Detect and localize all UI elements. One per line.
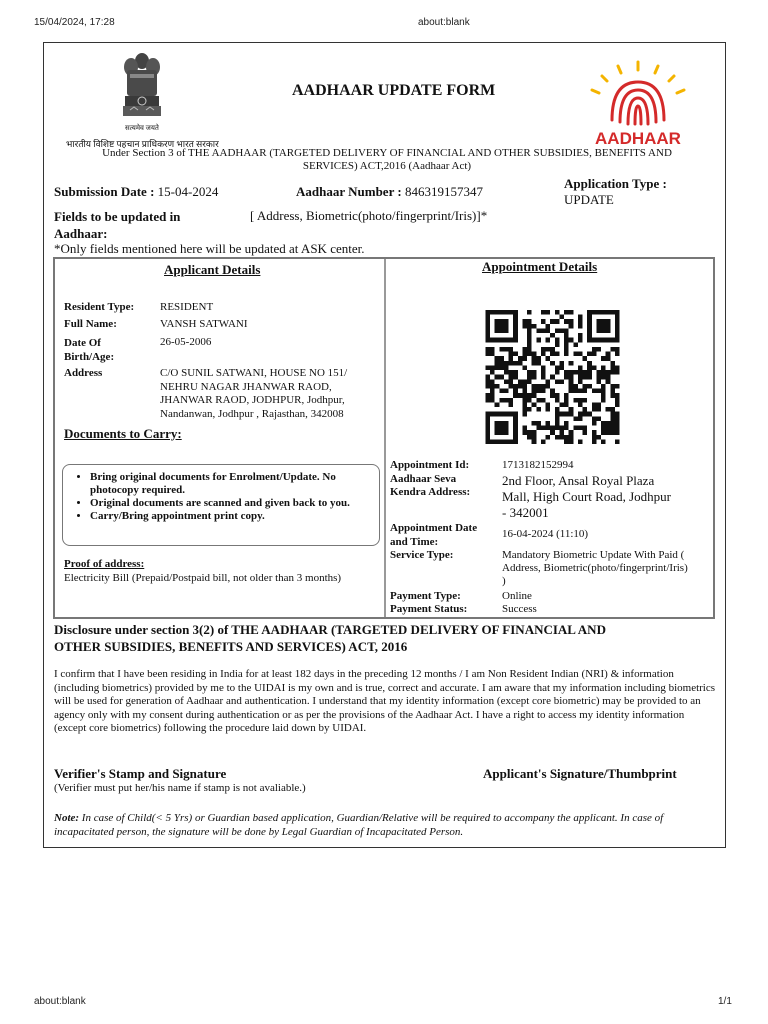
verifier-note: (Verifier must put her/his name if stamp is not avaliable.) <box>54 782 306 794</box>
full-name-label: Full Name: <box>64 318 117 330</box>
submission-date: Submission Date : 15-04-2024 <box>54 184 219 199</box>
details-divider <box>384 259 386 617</box>
full-name-value: VANSH SATWANI <box>160 318 248 330</box>
fields-label: Fields to be updated in Aadhaar: <box>54 209 181 241</box>
kendra-address-label: Aadhaar Seva Kendra Address: <box>390 473 471 498</box>
national-emblem-icon <box>118 50 166 132</box>
hindi-authority-text: भारतीय विशिष्ट पहचान प्राधिकरण भारत सरकार <box>66 139 219 149</box>
documents-heading: Documents to Carry: <box>64 426 182 441</box>
emblem-caption: सत्यमेव जयते <box>125 124 159 132</box>
print-page-count: 1/1 <box>718 996 732 1007</box>
applicant-heading: Applicant Details <box>164 262 261 277</box>
dob-label: Date Of Birth/Age: <box>64 337 115 363</box>
address-value: C/O SUNIL SATWANI, HOUSE NO 151/ NEHRU NAGAR JHANWAR RAOD, JHANWAR RAOD, JODHPUR, Jodhpur, Nandanwan, Jodhpur , Rajasthan, 342008 <box>160 367 348 420</box>
document-item: • Bring original documents for Enrolment/Update. No photocopy required. <box>90 471 375 497</box>
resident-type-value: RESIDENT <box>160 301 214 313</box>
proof-of-address-label: Proof of address: <box>64 558 145 570</box>
kendra-address-value: 2nd Floor, Ansal Royal Plaza Mall, High Court Road, Jodhpur - 342001 <box>502 473 671 520</box>
disclosure-body: I confirm that I have been residing in India for at least 182 days in the preceding 12 months / I am Non Resident Indian (NRI) & information (including biometrics) provided by me to the UIDAI is my own and is true, correct and accurate. I am aware that my information including biometrics will be used for generation of Aadhaar and authentication. I understand that my identity information (except core biometric) may be provided to an agency only with my consent during authentication or as per the provisions of the Aadhaar Act. I have a right to access my identity information (except core biometrics) following the procedure laid down by UIDAI. <box>54 668 716 734</box>
footnote: Note: In case of Child(< 5 Yrs) or Guardian based application, Guardian/Relative will be required to accompany the applicant. In case of incapacitated person, the signature will be done by Legal Guardian of Incapacitated Person. <box>54 812 664 838</box>
appointment-id-label: Appointment Id: <box>390 459 470 471</box>
appointment-datetime-value: 16-04-2024 (11:10) <box>502 528 589 540</box>
appointment-heading: Appointment Details <box>482 259 598 274</box>
resident-type-label: Resident Type: <box>64 301 135 313</box>
print-page-title: about:blank <box>418 17 470 28</box>
appointment-datetime-label: Appointment Date and Time: <box>390 522 478 548</box>
aadhaar-logo-icon <box>568 58 708 150</box>
document-item: • Original documents are scanned and given back to you. <box>90 497 375 510</box>
appointment-id-value: 1713182152994 <box>502 459 574 471</box>
application-type-label: Application Type : <box>564 176 667 191</box>
payment-status-label: Payment Status: <box>390 603 468 615</box>
verifier-heading: Verifier's Stamp and Signature <box>54 766 227 781</box>
proof-of-address-value: Electricity Bill (Prepaid/Postpaid bill, not older than 3 months) <box>64 572 342 584</box>
service-type-label: Service Type: <box>390 549 454 561</box>
svg-text:AADHAAR: AADHAAR <box>595 129 681 148</box>
form-subtitle: Under Section 3 of THE AADHAAR (TARGETED DELIVERY OF FINANCIAL AND OTHER SUBSIDIES, BENEFITS AND SERVICES) ACT,2016 (Aadhaar Act) <box>102 147 672 172</box>
payment-type-label: Payment Type: <box>390 590 461 602</box>
fields-value: [ Address, Biometric(photo/fingerprint/Iris)]* <box>250 208 488 223</box>
qr-code-icon <box>481 310 624 444</box>
document-item: • Carry/Bring appointment print copy. <box>90 510 375 523</box>
disclosure-heading: Disclosure under section 3(2) of THE AADHAAR (TARGETED DELIVERY OF FINANCIAL AND OTHER SUBSIDIES, BENEFITS AND SERVICES) ACT, 2016 <box>54 622 606 654</box>
form-title: AADHAAR UPDATE FORM <box>292 82 496 99</box>
documents-box <box>62 464 380 546</box>
aadhaar-number: Aadhaar Number : 846319157347 <box>296 184 483 199</box>
payment-type-value: Online <box>502 590 532 602</box>
dob-value: 26-05-2006 <box>160 336 212 348</box>
applicant-signature-heading: Applicant's Signature/Thumbprint <box>483 766 677 781</box>
application-type-value: UPDATE <box>564 192 614 207</box>
fields-note: *Only fields mentioned here will be updated at ASK center. <box>54 241 365 256</box>
payment-status-value: Success <box>502 603 537 615</box>
print-datetime: 15/04/2024, 17:28 <box>34 17 115 28</box>
address-label: Address <box>64 367 103 379</box>
service-type-value: Mandatory Biometric Update With Paid ( Address, Biometric(photo/fingerprint/Iris) ) <box>502 549 688 587</box>
print-footer-url: about:blank <box>34 996 86 1007</box>
